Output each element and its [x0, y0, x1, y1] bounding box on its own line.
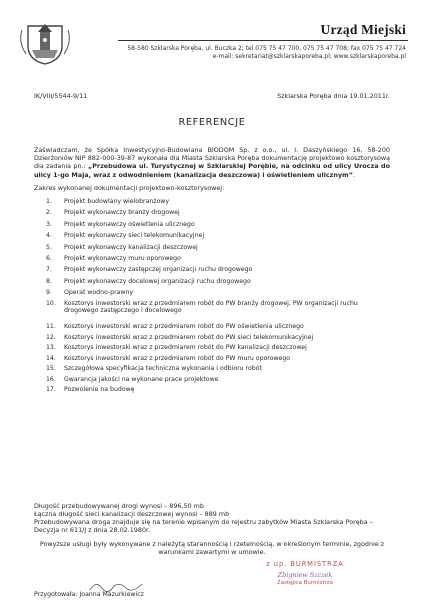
header-rule [118, 40, 408, 41]
stamp-role: Zastępca Burmistrza [277, 580, 333, 586]
list-item-number: 7. [46, 266, 52, 274]
intro-end: . [352, 170, 355, 179]
list-item-text: Projekt wykonawczy muru oporowego [64, 255, 181, 263]
list-item-number: 12. [46, 333, 56, 341]
list-item-number: 5. [46, 243, 52, 251]
list-item-number: 1. [46, 198, 52, 205]
project-stats [34, 502, 390, 534]
coat-of-arms-icon [16, 20, 74, 66]
reference-number: IK/VIII/5544-9/11 [34, 92, 88, 100]
list-item [46, 365, 394, 372]
place-date: Szklarska Poręba dnia 19.01.2011r. [277, 92, 390, 100]
list-item-text: Kosztorys inwestorski wraz z przedmiarem robót do PW sieci telekomunikacyjnej [64, 333, 314, 341]
list-item-number: 4. [46, 232, 52, 240]
closing-statement: Powyższe usługi były wykonywane z należytą starannością i rzetelnością, w określonym terminie, zgodnie z warunkami zawartymi w umowie. [39, 540, 385, 556]
prepared-by: Przygotowała: Joanna Mazurkiewicz [34, 591, 144, 598]
list-item [46, 355, 394, 362]
office-name: Urząd Miejski [320, 22, 406, 37]
list-item-number: 13. [46, 344, 56, 352]
list-item [46, 376, 394, 383]
stamp-name: Zbigniew Szczek [277, 571, 333, 579]
list-item [46, 323, 394, 330]
scope-list [46, 198, 394, 393]
list-item-number: 11. [46, 323, 56, 331]
list-item-number: 2. [46, 209, 52, 217]
list-item-text: Projekt wykonawczy docelowej organizacji ruchu drogowego [64, 277, 251, 285]
heritage-note: Przebudowywana droga znajduje się na terenie wpisanym do rejestru zabytków Miasta Szklarska Poręba – Decyzja nr 611/J z dnia 28.02.1980r. [34, 518, 373, 534]
list-item-text: Kosztorys inwestorski wraz z przedmiarem robót do PW kanalizacji deszczowej [64, 344, 307, 352]
list-item [46, 278, 394, 285]
list-item [46, 209, 394, 216]
list-item-text: Projekt wykonawczy oświetlenia ulicznego [64, 220, 195, 228]
list-item-text: Gwarancja jakości na wykonane prace projektowe [64, 375, 219, 383]
list-item-number: 17. [46, 385, 56, 393]
list-item-number: 3. [46, 220, 52, 228]
document-title: REFERENCJE [178, 117, 246, 128]
list-item-number: 8. [46, 277, 52, 285]
drainage-length: Łączna długość sieci kanalizacji deszczowej wynosi – 889 mb [34, 510, 230, 518]
intro-text: Zaświadczam, że Spółka Inwestycyjno-Budowlana BIODOM Sp. z o.o., ul. I. Daszyńskiego 16, 58-200 Dzierżoniów NIP 882-000-39-87 wykonała dla Miasta Szklarska Poręba dokumentację projektowo kosztorysową dla zadania pn.: [34, 146, 390, 171]
list-item [46, 255, 394, 262]
list-item [46, 334, 394, 341]
official-stamp [250, 560, 360, 586]
list-item [46, 300, 394, 315]
list-item [46, 289, 394, 296]
list-item [46, 386, 394, 393]
list-item-number: 9. [46, 289, 52, 297]
list-item [46, 232, 394, 239]
road-length: Długość przebudowywanej drogi wynosi – 896,50 mb [34, 502, 204, 510]
list-item-number: 14. [46, 354, 56, 362]
list-item-number: 10. [46, 299, 56, 307]
list-item-number: 16. [46, 375, 56, 383]
intro-paragraph [34, 146, 390, 179]
list-item-text: Projekt wykonawczy branży drogowej [64, 209, 180, 217]
email-line: e-mail: sekretariat@szklarskaporeba.pl; www.szklarskaporeba.pl [212, 53, 406, 60]
list-item-text: Pozwolenie na budowę [64, 385, 135, 393]
list-item-text: Kosztorys inwestorski wraz z przedmiarem robót do PW muru oporowego [64, 354, 291, 362]
list-item [46, 344, 394, 351]
list-item-number: 15. [46, 365, 56, 373]
list-item-number: 6. [46, 255, 52, 263]
list-item-text: Szczegółowa specyfikacja techniczna wykonania i odbioru robót [64, 365, 262, 373]
header-address [127, 45, 406, 61]
project-name: „Przebudowa ul. Turystycznej w Szklarskiej Porębie, na odcinku od ulicy Urocza do ulicy 1-go Maja, wraz z odwodnieniem (kanalizacja deszczowa) i oświetleniem ulicznym” [34, 162, 390, 179]
list-item-text: Projekt wykonawczy kanalizacji deszczowej [64, 243, 198, 251]
list-item [46, 244, 394, 251]
list-item-text: Projekt wykonawczy zastępczej organizacji ruchu drogowego [64, 266, 253, 274]
list-item-text: Kosztorys inwestorski wraz z przedmiarem robót do PW branży drogowej, PW organizacji ruchu drogowego zastępczego i docelowego [64, 299, 358, 315]
stamp-title: z up. BURMISTRZA [266, 560, 344, 568]
list-item-text: Projekt budowlany wielobranżowy [64, 198, 170, 205]
list-item-text: Projekt wykonawczy sieci telekomunikacyjnej [64, 232, 205, 240]
address-line: 58-580 Szklarska Poręba, ul. Buczka 2; tel.075 75 47 700, 075 75 47 708; fax 075 75 47 724 [127, 45, 406, 52]
scope-label: Zakres wykonanej dokumentacji projektowo-kosztorysowej: [34, 184, 225, 192]
list-item-text: Kosztorys inwestorski wraz z przedmiarem robót do PW oświetlenia ulicznego [64, 323, 304, 331]
list-item [46, 266, 394, 273]
list-item-text: Operat wodno-prawny [64, 289, 134, 297]
list-item [46, 221, 394, 228]
list-item [46, 198, 394, 205]
